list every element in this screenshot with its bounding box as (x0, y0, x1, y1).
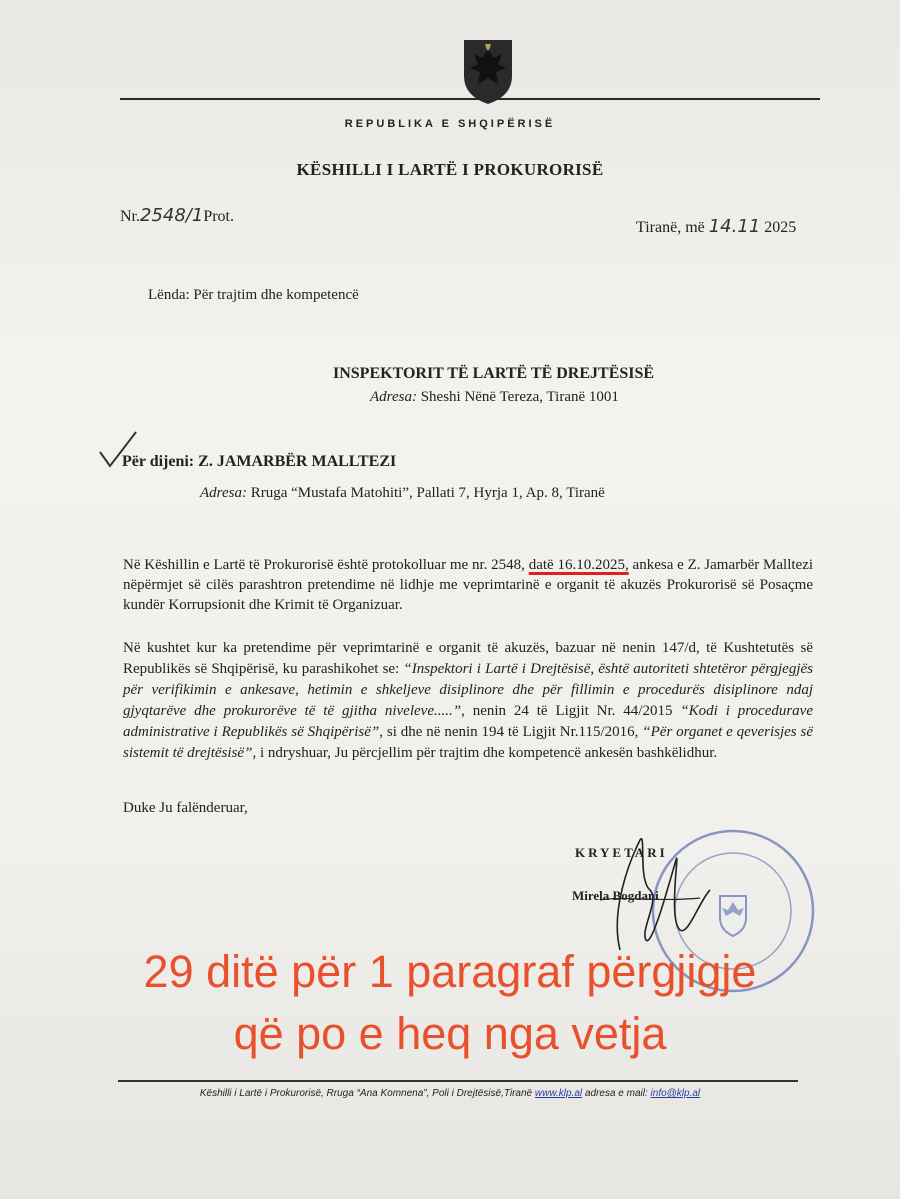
p2-text-d: , i ndryshuar, Ju përcjellim për trajtim dhe kompetencë ankesën bashkëlidhur. (252, 745, 718, 761)
handwritten-signature-icon (580, 820, 720, 960)
cc-line (122, 453, 396, 471)
footer-rule (118, 1080, 798, 1082)
recipient-address (370, 389, 619, 406)
p1-text-b: ankesa e Z. Jamarbër Malltezi nëpërmjet së cilës parashtron pretendime në lidhje me veprimtarinë e organit të akuzës Prokurorisë së Posaçme kundër Korrupsionit dhe Krimit të Organizuar. (123, 557, 814, 613)
closing-line: Duke Ju falënderuar, (123, 800, 248, 816)
body-paragraph-2 (123, 638, 813, 764)
protocol-number (120, 205, 234, 226)
cc-address-label: Adresa: (200, 485, 247, 501)
protocol-suffix: Prot. (203, 208, 234, 225)
p2-quote-1: “Inspektori i Lartë i Drejtësisë, është autoriteti shtetëror përgjegjës për verifikimin e ankesave, hetimin e shkeljeve disiplinore dhe për fillimin e procedurës disiplinore ndaj gjyqtarëve dhe prokurorëve të të gjitha niveleve.....” (123, 661, 814, 719)
albanian-emblem-icon (458, 36, 518, 106)
footer-website-link[interactable]: www.klp.al (534, 1088, 583, 1099)
cc-address (200, 485, 605, 502)
council-heading: KËSHILLI I LARTË I PROKURORISË (296, 160, 604, 179)
p1-date-highlight: datë 16.10.2025, (528, 557, 629, 573)
p2-quote-3: “Për organet e qeverisjes së sistemit të drejtësisë” (123, 724, 813, 761)
p2-quote-2: “Kodi i procedurave administrative i Republikës së Shqipërisë” (123, 703, 813, 740)
signatory-title: KRYETARI (575, 845, 668, 860)
footer (0, 1088, 900, 1099)
p2-text-c: , si dhe në nenin 194 të Ligjit Nr.115/2016, (379, 724, 639, 740)
cc-name: Z. JAMARBËR MALLTEZI (198, 453, 397, 470)
recipient-address-text: Sheshi Nënë Tereza, Tiranë 1001 (420, 389, 619, 405)
overlay-caption-line-2: që po e heq nga vetja (233, 1008, 667, 1059)
recipient-address-label: Adresa: (370, 389, 417, 405)
footer-email-link[interactable]: info@klp.al (650, 1088, 701, 1099)
protocol-prefix: Nr. (120, 208, 140, 225)
signatory-name: Mirela Bogdani (572, 888, 659, 903)
subject-line: Lënda: Për trajtim dhe kompetencë (148, 287, 359, 303)
cc-address-text: Rruga “Mustafa Matohiti”, Pallati 7, Hyrja 1, Ap. 8, Tiranë (250, 485, 605, 501)
date-prefix: Tiranë, më (636, 219, 705, 236)
p2-text-a: Në kushtet kur ka pretendime për veprimtarinë e organit të akuzës, bazuar në nenin 147/d, të Kushtetutës së Republikës së Shqipërisë, ku parashikohet se: (123, 640, 813, 677)
p2-text-b: , nenin 24 të Ligjit Nr. 44/2015 (461, 703, 673, 719)
cc-label: Për dijeni: (122, 453, 195, 470)
body-paragraph-1 (123, 555, 813, 615)
footer-email-label: adresa e mail: (584, 1088, 648, 1099)
overlay-caption-line-1: 29 ditë për 1 paragraf përgjigje (143, 946, 757, 997)
republic-heading: REPUBLIKA E SHQIPËRISË (344, 118, 556, 130)
p1-text-a: Në Këshillin e Lartë të Prokurorisë është protokolluar me nr. 2548, (123, 557, 525, 573)
protocol-handwritten: 2548/1 (140, 205, 204, 226)
header-rule (120, 98, 820, 100)
recipient-name: INSPEKTORIT TË LARTË TË DREJTËSISË (333, 365, 655, 382)
date-handwritten: 14.11 (708, 216, 761, 237)
footer-address: Këshilli i Lartë i Prokurorisë, Rruga “Ana Komnena”, Poli i Drejtësisë,Tiranë (199, 1088, 533, 1099)
document-date (636, 216, 796, 237)
date-year: 2025 (764, 219, 797, 236)
